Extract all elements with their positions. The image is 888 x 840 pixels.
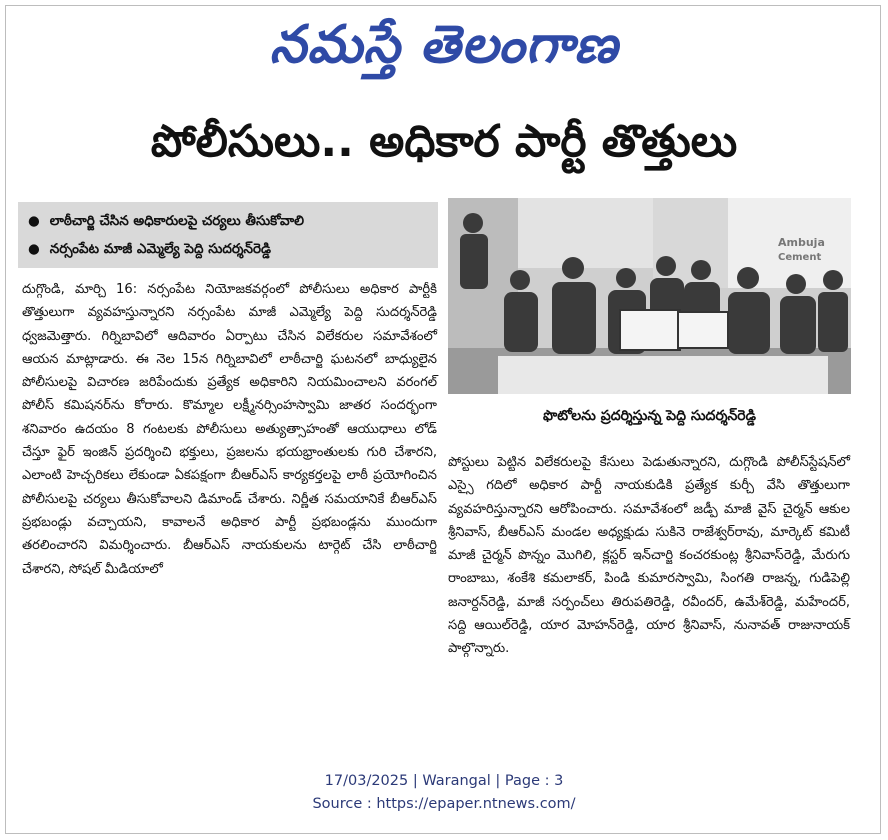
news-photo: [448, 198, 851, 394]
article-paragraph: పోస్టులు పెట్టిన విలేకరులపై కేసులు పెడుతున్నారని, దుగ్గొండి పోలీస్‌స్టేషన్‌లో ఎస్సై గదిలో అధికార పార్టీ నాయకుడికి ప్రత్యేక కుర్చీ వేసి తొత్తులుగా వ్యవహరిస్తున్నారని ఆరోపించారు. సమావేశంలో జడ్పీ మాజీ వైస్ చైర్మన్ ఆకుల శ్రీనివాస్, బీఆర్‌ఎస్ మండల అధ్యక్షుడు సుకినె రాజేశ్వర్‌రావు, మార్కెట్ కమిటీ మాజీ చైర్మన్ పొన్నం మొగిలి, క్లస్టర్ ఇన్‌చార్జి కంచరకుంట్ల శ్రీనివాస్‌రెడ్డి, మేరుగు రాంబాబు, శంకేశి కమలాకర్, పిండి కుమారస్వామి, సింగతి రాజన్న, గుడిపెల్లి జనార్దన్‌రెడ్డి, మాజీ సర్పంచ్‌లు తిరుపతిరెడ్డి, రవీందర్, ఉమేశ్‌రెడ్డి, మహేందర్, సద్ది ఆయిల్‌రెడ్డి, యార మోహన్‌రెడ్డి, యార శ్రీనివాస్, నునావత్ రాజునాయక్ పాల్గొన్నారు.: [448, 455, 850, 657]
summary-box: [18, 202, 438, 268]
footer-date-line: 17/03/2025 | Warangal | Page : 3: [324, 773, 564, 789]
bullet-icon: ●: [28, 241, 40, 257]
summary-bullet-text: నర్సంపేట మాజీ ఎమ్మెల్యే పెద్ది సుదర్శన్‌రెడ్డి: [49, 241, 271, 257]
article-headline: పోలీసులు.. అధికార పార్టీ తొత్తులు: [150, 116, 738, 167]
photo-sign-text: Cement: [778, 252, 822, 263]
article-paragraph: దుగ్గొండి, మార్చి 16: నర్సంపేట నియోజకవర్గంలో పోలీసులు అధికార పార్టీకి తొత్తులుగా వ్యవహస్తున్నారని నర్సంపేట మాజీ ఎమ్మెల్యే పెద్ది సుదర్శన్‌రెడ్డి ధ్వజమెత్తారు. గిర్నిబావిలో ఆదివారం ఏర్పాటు చేసిన విలేకరుల సమావేశంలో ఆయన మాట్లాడారు. ఈ నెల 15న గిర్నిబావిలో లాఠీచార్జి ఘటనలో బాధ్యులైన పోలీసులపై విచారణ జరిపేందుకు ప్రత్యేక అధికారిని నియమించాలని వరంగల్ పోలీస్ కమిషనర్‌ను కోరారు. కొమ్మాల లక్ష్మీనర్సింహస్వామి జాతర సందర్భంగా శనివారం ఉదయం 8 గంటలకు పోలీసులు అత్యుత్సాహంతో ఆయుధాలు లోడ్ చేస్తూ ఫైర్ ఇంజిన్ ప్రదర్శించి భక్తులు, ప్రజలను భయభ్రాంతులకు గురి చేశారని, ఎలాంటి హెచ్చరికలు లేకుండా ఏకపక్షంగా బీఆర్‌ఎస్ కార్యకర్తలపై లాఠీ ప్రయోగించిన పోలీసులపై చర్యలు తీసుకోవాలని డిమాండ్ చేశారు. నిర్ణీత సమయానికే బీఆర్‌ఎస్ ప్రభబండ్లు వచ్చాయని, కావాలనే అధికార పార్టీ ప్రభబండ్లను ముందుగా తరలించారని విమర్శించారు. బీఆర్‌ఎస్ నాయకులను టార్గెట్ చేసి లాఠీచార్జి చేశారని, సోషల్ మీడియాలో: [22, 282, 437, 577]
article-body-left: [22, 278, 437, 581]
newspaper-masthead: నమస్తే తెలంగాణ: [269, 15, 619, 75]
photo-illustration: [448, 198, 851, 394]
summary-bullet: [28, 238, 271, 260]
article-body-right: [448, 451, 850, 661]
footer-source-link[interactable]: Source : https://epaper.ntnews.com/: [312, 796, 576, 812]
photo-caption: ఫొటోలను ప్రదర్శిస్తున్న పెద్ది సుదర్శన్‌రెడ్డి: [543, 408, 756, 424]
bullet-icon: ●: [28, 213, 40, 229]
photo-sign-text: Ambuja: [778, 236, 825, 249]
summary-bullet-text: లాఠీచార్జి చేసిన అధికారులపై చర్యలు తీసుకోవాలి: [49, 213, 305, 229]
page-footer: [0, 770, 888, 816]
summary-bullet: [28, 210, 304, 232]
